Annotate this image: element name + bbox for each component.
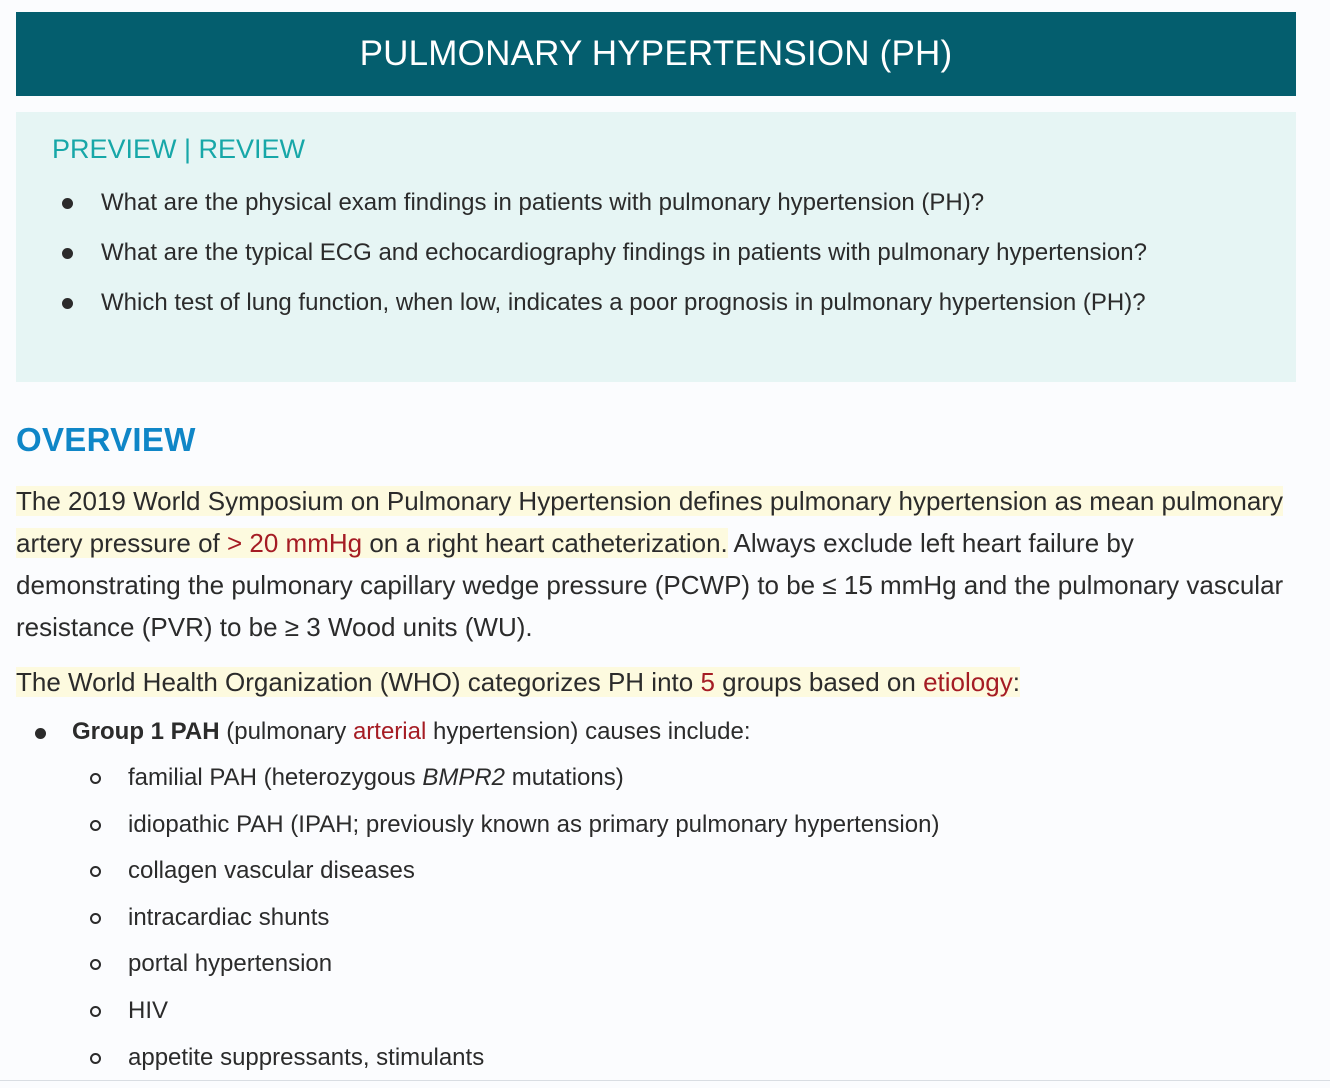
arterial-term: arterial (352, 718, 427, 745)
who-text-middle: groups based on (714, 667, 924, 697)
cause-familial (128, 758, 624, 798)
highlighted-who-text (16, 667, 1020, 697)
etiology-term: etiology (923, 667, 1013, 697)
circle-bullet-icon (90, 1006, 101, 1017)
cause-item: collagen vascular diseases (128, 857, 415, 885)
divider (0, 1080, 1330, 1081)
preview-review-heading: PREVIEW | REVIEW (52, 134, 306, 164)
pressure-threshold: > 20 mmHg (226, 528, 363, 558)
page-title-bar (16, 12, 1296, 96)
overview-heading: OVERVIEW (16, 421, 196, 458)
group-1-desc: (pulmonary (219, 718, 353, 745)
circle-bullet-icon (90, 820, 101, 831)
list-item (16, 282, 1161, 323)
circle-bullet-icon (90, 959, 101, 970)
bullet-icon (62, 198, 73, 209)
circle-bullet-icon (90, 1053, 101, 1064)
cause-item: appetite suppressants, stimulants (128, 1043, 485, 1071)
cause-item: portal hypertension (128, 950, 333, 978)
list-item (16, 182, 1161, 223)
page-title: PULMONARY HYPERTENSION (PH) (359, 34, 953, 73)
overview-definition-paragraph (16, 480, 1286, 648)
circle-bullet-icon (90, 866, 101, 877)
list-item (16, 232, 1161, 273)
preview-review-box (16, 112, 1296, 382)
exclusion-text: Always exclude left heart failure by demonstrating the pulmonary capillary wedge pressure (PCWP) to be ≤ 15 mmHg and the pulmonary vascular resistance (PVR) to be ≥ 3 Wood units (WU). (16, 528, 1284, 642)
cause-item: idiopathic PAH (IPAH; previously known as primary pulmonary hypertension) (128, 810, 940, 838)
group-count: 5 (700, 667, 715, 697)
bullet-icon (62, 298, 73, 309)
circle-bullet-icon (90, 773, 101, 784)
cause-text: familial PAH (heterozygous (128, 764, 423, 791)
group-1-label: Group 1 PAH (72, 718, 220, 745)
group-1-desc-end: hypertension) causes include: (426, 718, 751, 745)
preview-question: What are the typical ECG and echocardiography findings in patients with pulmonary hypertension? (101, 239, 1147, 266)
cause-text-end: mutations) (505, 764, 624, 791)
bullet-icon (35, 728, 46, 739)
preview-question: Which test of lung function, when low, indicates a poor prognosis in pulmonary hypertension (PH)? (101, 289, 1146, 316)
group-1-text (72, 712, 751, 752)
preview-question-list (16, 182, 1161, 332)
circle-bullet-icon (90, 913, 101, 924)
definition-text-end: on a right heart catheterization. (362, 528, 728, 558)
preview-question: What are the physical exam findings in patients with pulmonary hypertension (PH)? (101, 189, 985, 216)
definition-text: The 2019 World Symposium on Pulmonary Hypertension defines pulmonary hypertension as mean pulmonary artery pressure of (16, 486, 1283, 558)
who-text-end: : (1012, 667, 1020, 697)
bullet-icon (62, 248, 73, 259)
who-groups-paragraph (16, 661, 1020, 703)
cause-item: HIV (128, 996, 169, 1024)
cause-item: intracardiac shunts (128, 903, 330, 931)
gene-name: BMPR2 (422, 764, 506, 791)
who-text: The World Health Organization (WHO) categorizes PH into (16, 667, 701, 697)
